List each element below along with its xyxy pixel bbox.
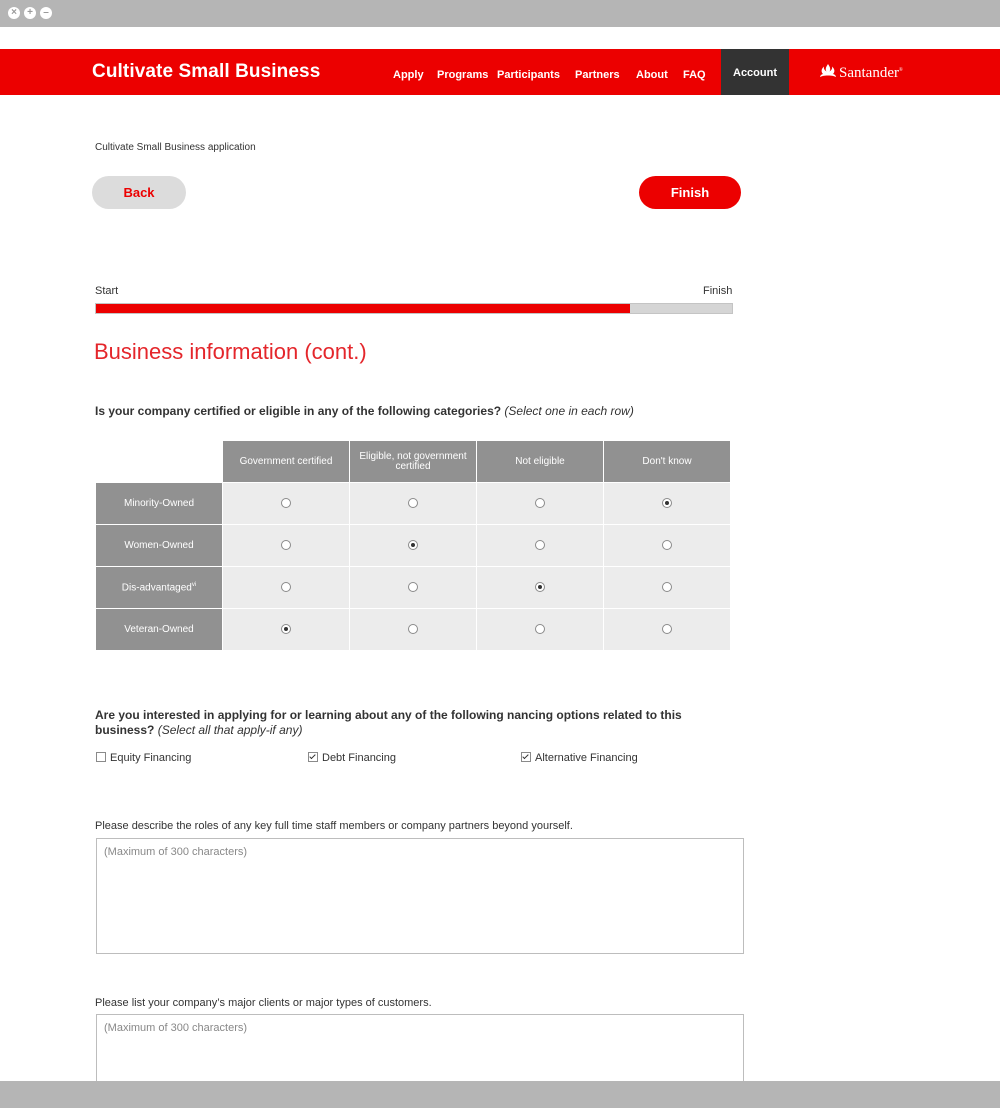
radio-women-eligible[interactable] <box>408 540 418 550</box>
cell <box>477 567 604 609</box>
cell <box>350 483 477 525</box>
nav-apply[interactable]: Apply <box>393 69 424 81</box>
certification-matrix <box>95 440 731 651</box>
matrix-row-minority-owned <box>96 483 731 525</box>
cell <box>604 609 731 651</box>
financing-question <box>95 708 735 738</box>
radio-disadvantaged-government-certified[interactable] <box>281 582 291 592</box>
cell <box>604 483 731 525</box>
matrix-row-disadvantaged <box>96 567 731 609</box>
cell <box>223 567 350 609</box>
radio-minority-not-eligible[interactable] <box>535 498 545 508</box>
staff-roles-label: Please describe the roles of any key full time staff members or company partners beyond yourself. <box>95 820 573 832</box>
radio-women-not-eligible[interactable] <box>535 540 545 550</box>
cell <box>223 609 350 651</box>
section-title: Business information (cont.) <box>94 339 367 364</box>
radio-veteran-not-eligible[interactable] <box>535 624 545 634</box>
radio-veteran-dont-know[interactable] <box>662 624 672 634</box>
finish-button[interactable]: Finish <box>639 176 741 209</box>
progress-fill <box>96 304 630 313</box>
cell <box>477 483 604 525</box>
checkbox-debt-financing[interactable] <box>308 752 318 762</box>
radio-minority-eligible[interactable] <box>408 498 418 508</box>
radio-disadvantaged-eligible[interactable] <box>408 582 418 592</box>
progress-end-label: Finish <box>703 285 733 297</box>
staff-roles-placeholder: (Maximum of 300 characters) <box>104 846 248 858</box>
browser-chrome-bottom <box>0 1081 1000 1108</box>
cell <box>477 609 604 651</box>
option-equity-financing[interactable] <box>96 752 191 764</box>
certification-question-text: Is your company certified or eligible in any of the following categories? <box>95 404 502 418</box>
col-dont-know: Don't know <box>604 441 731 483</box>
option-label: Alternative Financing <box>535 752 638 764</box>
row-label: Veteran-Owned <box>96 609 223 651</box>
checkbox-equity-financing[interactable] <box>96 752 106 762</box>
radio-women-government-certified[interactable] <box>281 540 291 550</box>
back-button[interactable]: Back <box>92 176 186 209</box>
santander-logo[interactable]: Santander® <box>820 64 903 82</box>
col-not-eligible: Not eligible <box>477 441 604 483</box>
option-label: Debt Financing <box>322 752 396 764</box>
option-alternative-financing[interactable] <box>521 752 638 764</box>
radio-minority-dont-know[interactable] <box>662 498 672 508</box>
logo-text: Santander <box>839 65 899 81</box>
radio-minority-government-certified[interactable] <box>281 498 291 508</box>
nav-about[interactable]: About <box>636 69 668 81</box>
browser-chrome-top <box>0 0 1000 27</box>
option-debt-financing[interactable] <box>308 752 396 764</box>
checkbox-alternative-financing[interactable] <box>521 752 531 762</box>
row-label: Dis-advantaged$^{vi}$ <box>96 567 223 609</box>
certification-question-hint: (Select one in each row) <box>504 404 634 418</box>
progress-start-label: Start <box>95 285 119 297</box>
row-label: Women-Owned <box>96 525 223 567</box>
clients-placeholder: (Maximum of 300 characters) <box>104 1022 248 1034</box>
close-icon[interactable]: × <box>8 7 20 19</box>
santander-flame-icon <box>820 64 836 79</box>
radio-veteran-eligible[interactable] <box>408 624 418 634</box>
nav-participants[interactable]: Participants <box>497 69 560 81</box>
account-button[interactable]: Account <box>721 49 789 95</box>
radio-disadvantaged-dont-know[interactable] <box>662 582 672 592</box>
staff-roles-textarea[interactable] <box>96 838 744 954</box>
cell <box>350 567 477 609</box>
financing-question-hint: (Select all that apply-if any) <box>157 723 303 737</box>
row-label: Minority-Owned <box>96 483 223 525</box>
breadcrumb: Cultivate Small Business application <box>95 142 256 153</box>
progress-bar <box>95 303 733 314</box>
col-eligible-not-certified: Eligible, not government certified <box>350 441 477 483</box>
cell <box>223 525 350 567</box>
site-brand[interactable]: Cultivate Small Business <box>92 61 321 82</box>
radio-women-dont-know[interactable] <box>662 540 672 550</box>
cell <box>350 609 477 651</box>
cell <box>604 567 731 609</box>
add-icon[interactable]: + <box>24 7 36 19</box>
cell <box>350 525 477 567</box>
matrix-row-veteran-owned <box>96 609 731 651</box>
radio-veteran-government-certified[interactable] <box>281 624 291 634</box>
matrix-corner <box>96 441 223 483</box>
nav-partners[interactable]: Partners <box>575 69 620 81</box>
cell <box>604 525 731 567</box>
col-government-certified: Government certified <box>223 441 350 483</box>
nav-programs[interactable]: Programs <box>437 69 489 81</box>
clients-label: Please list your company’s major clients or major types of customers. <box>95 997 432 1009</box>
radio-disadvantaged-not-eligible[interactable] <box>535 582 545 592</box>
financing-question-text: Are you interested in applying for or learning about any of the following nancing options related to this business? <box>95 708 682 737</box>
cell <box>477 525 604 567</box>
cell <box>223 483 350 525</box>
matrix-row-women-owned <box>96 525 731 567</box>
option-label: Equity Financing <box>110 752 192 764</box>
certification-question <box>95 404 634 418</box>
nav-faq[interactable]: FAQ <box>683 69 706 81</box>
minimize-icon[interactable]: – <box>40 7 52 19</box>
